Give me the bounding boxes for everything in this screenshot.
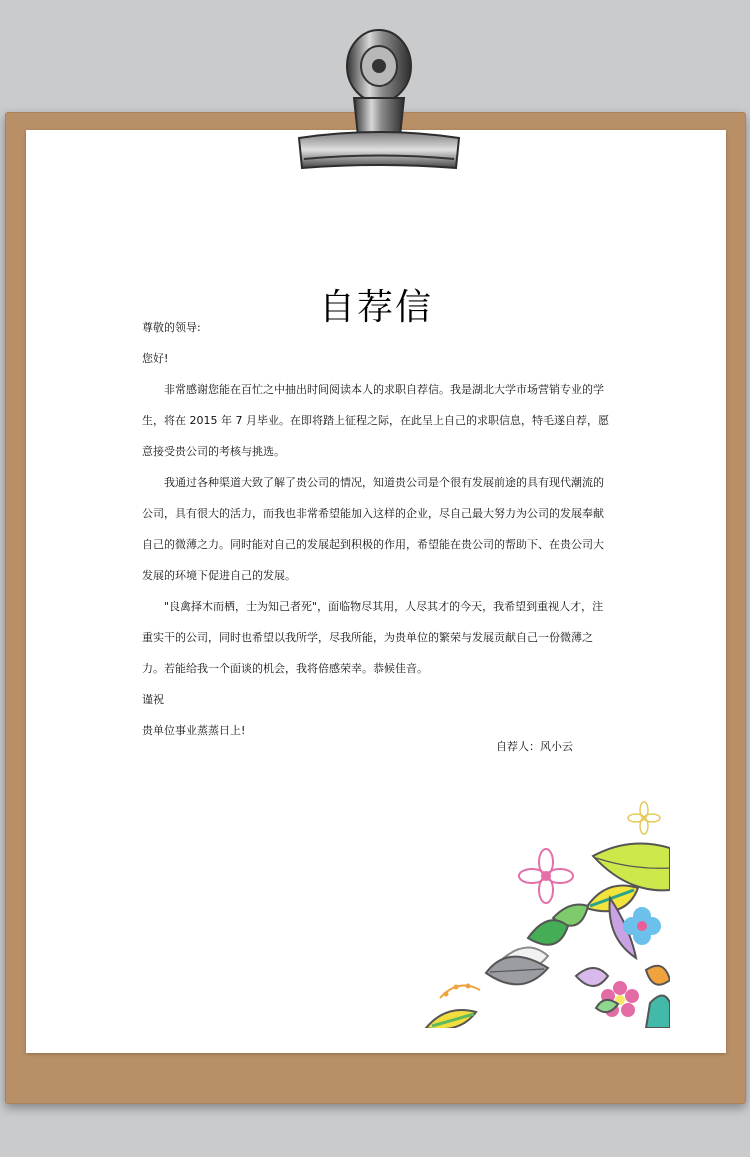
paragraph-3: "良禽择木而栖，士为知己者死"，面临物尽其用，人尽其才的今天，我希望到重视人才，注重实干的公司，同时也希望以我所学，尽我所能，为贵单位的繁荣与发展贡献自己一份微薄之力。若能给我一个面谈的机会，我将倍感荣幸。恭候佳音。	[142, 600, 604, 675]
paragraph-2: 我通过各种渠道大致了解了贵公司的情况，知道贵公司是个很有发展前途的具有现代潮流的公司，具有很大的活力，而我也非常希望能加入这样的企业，尽自己最大努力为公司的发展奉献自己的微薄之力。同时能对自己的发展起到积极的作用，希望能在贵公司的帮助下、在贵公司大发展的环境下促进自己的发展。	[142, 476, 604, 582]
closing-line-1: 谨祝	[142, 693, 164, 706]
letter-page	[26, 130, 726, 1053]
binder-clip-icon	[296, 22, 462, 172]
closing-line-2: 贵单位事业蒸蒸日上!	[142, 724, 246, 737]
signature: 自荐人：风小云	[496, 740, 573, 753]
letter-title: 自荐信	[318, 287, 433, 329]
paragraph-1: 非常感谢您能在百忙之中抽出时间阅读本人的求职自荐信。我是湖北大学市场营销专业的学生，将在 2015 年 7 月毕业。在即将踏上征程之际，在此呈上自己的求职信息，特毛遂自荐，愿意接受贵公司的考核与挑选。	[142, 383, 609, 458]
salutation: 尊敬的领导:	[142, 321, 201, 334]
floral-decoration	[398, 798, 670, 1028]
letter-body	[142, 312, 612, 746]
greeting: 您好!	[142, 352, 169, 365]
